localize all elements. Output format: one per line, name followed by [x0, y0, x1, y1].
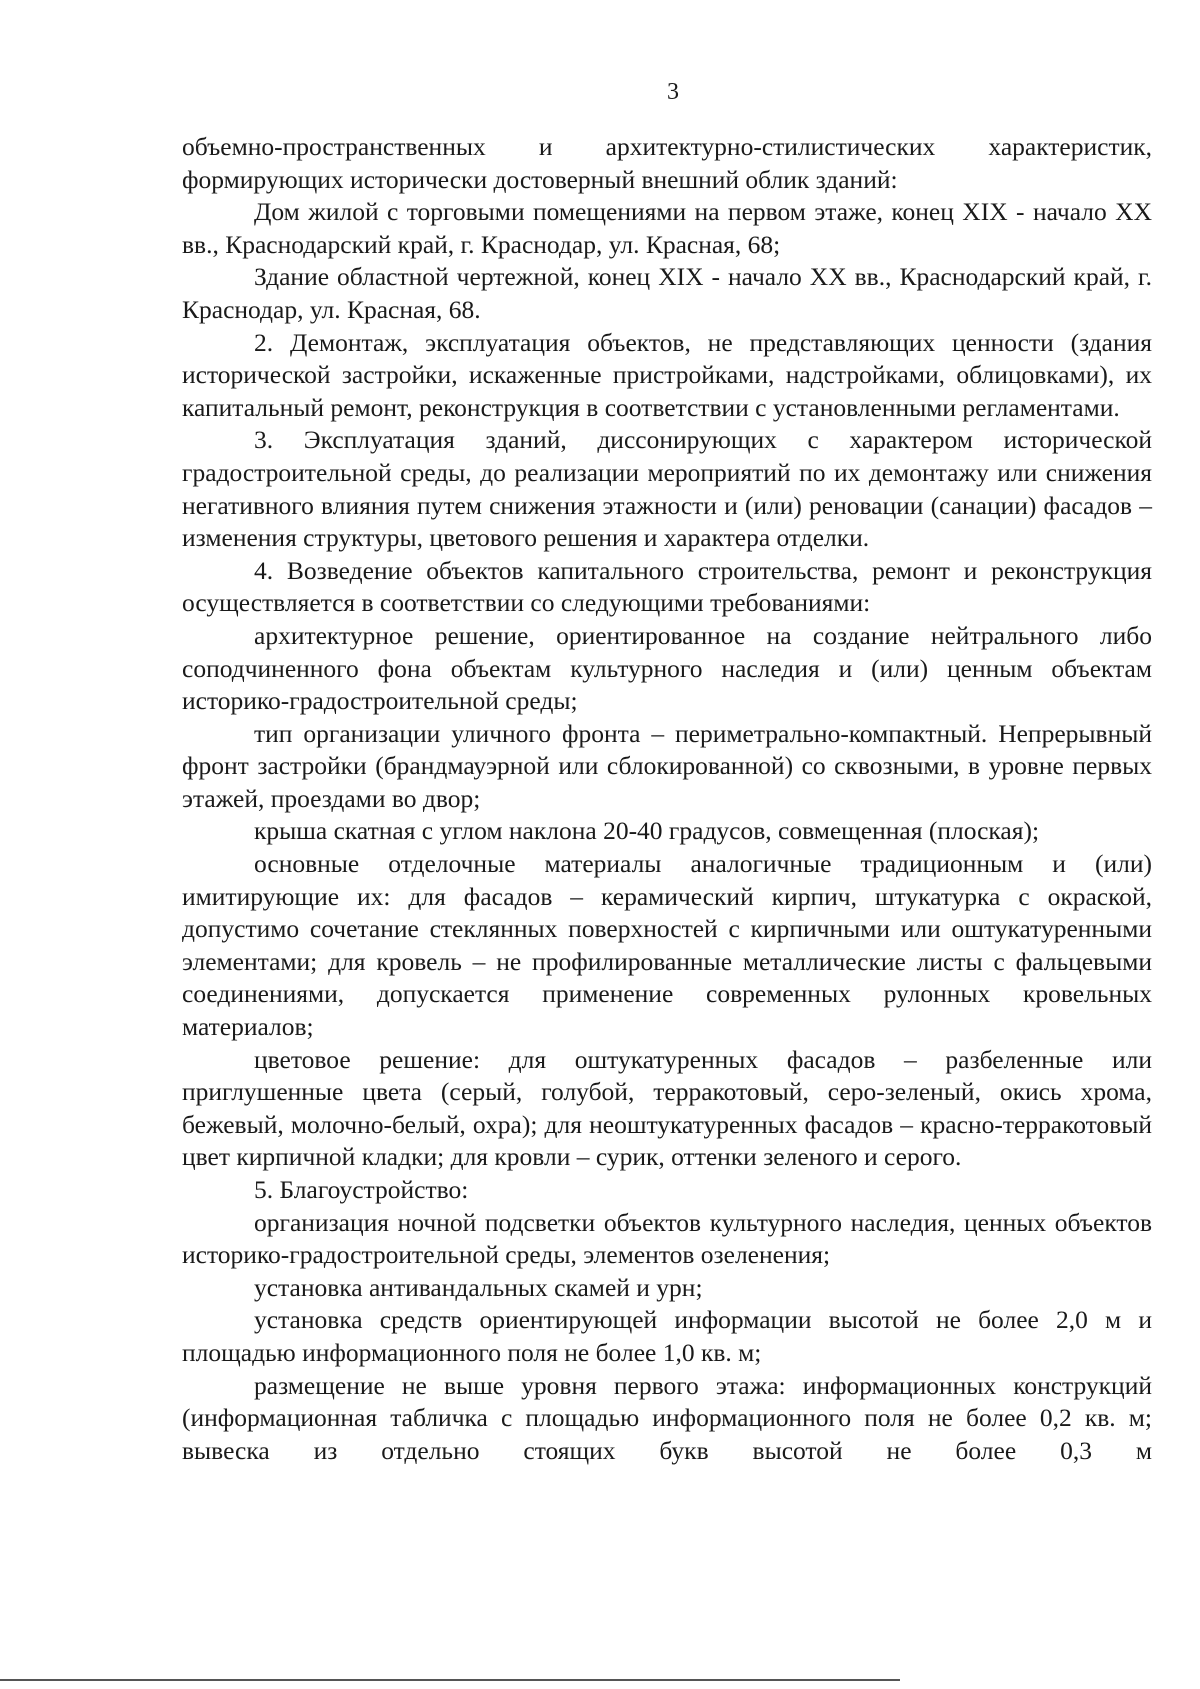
paragraph-architectural-solution: архитектурное решение, ориентированное на создание нейтрального либо соподчиненного фона объектам культурного наследия и (или) ценным объектам историко-градостроительной среды;	[182, 620, 1152, 716]
paragraph-placement: размещение не выше уровня первого этажа: информационных конструкций (информационная табличка с площадью информационного поля не более 0,2 кв. м; вывеска из отдельно стоящих букв высотой не более 0,3 м	[182, 1370, 1152, 1465]
paragraph-building-1: Дом жилой с торговыми помещениями на первом этаже, конец XIX - начало XX вв., Краснодарский край, г. Краснодар, ул. Красная, 68;	[182, 197, 1152, 259]
paragraph-finishing-materials: основные отделочные материалы аналогичные традиционным и (или) имитирующие их: для фасадов – керамический кирпич, штукатурка с окраской, допустимо сочетание стеклянных поверхностей с кирпичными или оштукатуренными элементами; для кровель – не профилированные металлические листы с фальцевыми соединениями, допускается применение современных рулонных кровельных материалов;	[182, 849, 1152, 1042]
paragraph-item-4: 4. Возведение объектов капитального строительства, ремонт и реконструкция осуществляется в соответствии со следующими требованиями:	[182, 555, 1152, 618]
paragraph-night-lighting: организация ночной подсветки объектов культурного наследия, ценных объектов историко-градостроительной среды, элементов озеленения;	[182, 1207, 1152, 1270]
paragraph-item-3: 3. Эксплуатация зданий, диссонирующих с характером исторической градостроительной среды, до реализации мероприятий по их демонтажу или снижения негативного влияния путем снижения этажности и (или) реновации (санации) фасадов – изменения структуры, цветового решения и характера отделки.	[182, 425, 1152, 553]
paragraph-item-2: 2. Демонтаж, эксплуатация объектов, не представляющих ценности (здания исторической застройки, искаженные пристройками, надстройками, облицовками), их капитальный ремонт, реконструкция в соответствии с установленными регламентами.	[182, 327, 1152, 422]
paragraph-item-5: 5. Благоустройство:	[254, 1175, 469, 1204]
paragraph-building-2: Здание областной чертежной, конец XIX - начало XX вв., Краснодарский край, г. Краснодар, ул. Красная, 68.	[182, 262, 1152, 324]
paragraph-street-front: тип организации уличного фронта – периметрально-компактный. Непрерывный фронт застройки (брандмауэрной или сблокированной) со сквозными, в уровне первых этажей, проездами во двор;	[182, 718, 1152, 813]
paragraph-orientation-info: установка средств ориентирующей информации высотой не более 2,0 м и площадью информационного поля не более 1,0 кв. м;	[182, 1305, 1152, 1367]
page-number: 3	[667, 79, 679, 105]
document-body	[182, 131, 1152, 1467]
paragraph-benches: установка антивандальных скамей и урн;	[254, 1272, 703, 1302]
scan-bottom-edge-line	[0, 1679, 900, 1681]
paragraph-color-solution: цветовое решение: для оштукатуренных фасадов – разбеленные или приглушенные цвета (серый, голубой, терракотовый, серо-зеленый, окись хрома, бежевый, молочно-белый, охра); для неоштукатуренных фасадов – красно-терракотовый цвет кирпичной кладки; для кровли – сурик, оттенки зеленого и серого.	[182, 1044, 1152, 1172]
paragraph-intro-continuation: объемно-пространственных и архитектурно-стилистических характеристик, формирующих исторически достоверный внешний облик зданий:	[182, 132, 1152, 194]
paragraph-roof: крыша скатная с углом наклона 20-40 градусов, совмещенная (плоская);	[254, 816, 1040, 846]
